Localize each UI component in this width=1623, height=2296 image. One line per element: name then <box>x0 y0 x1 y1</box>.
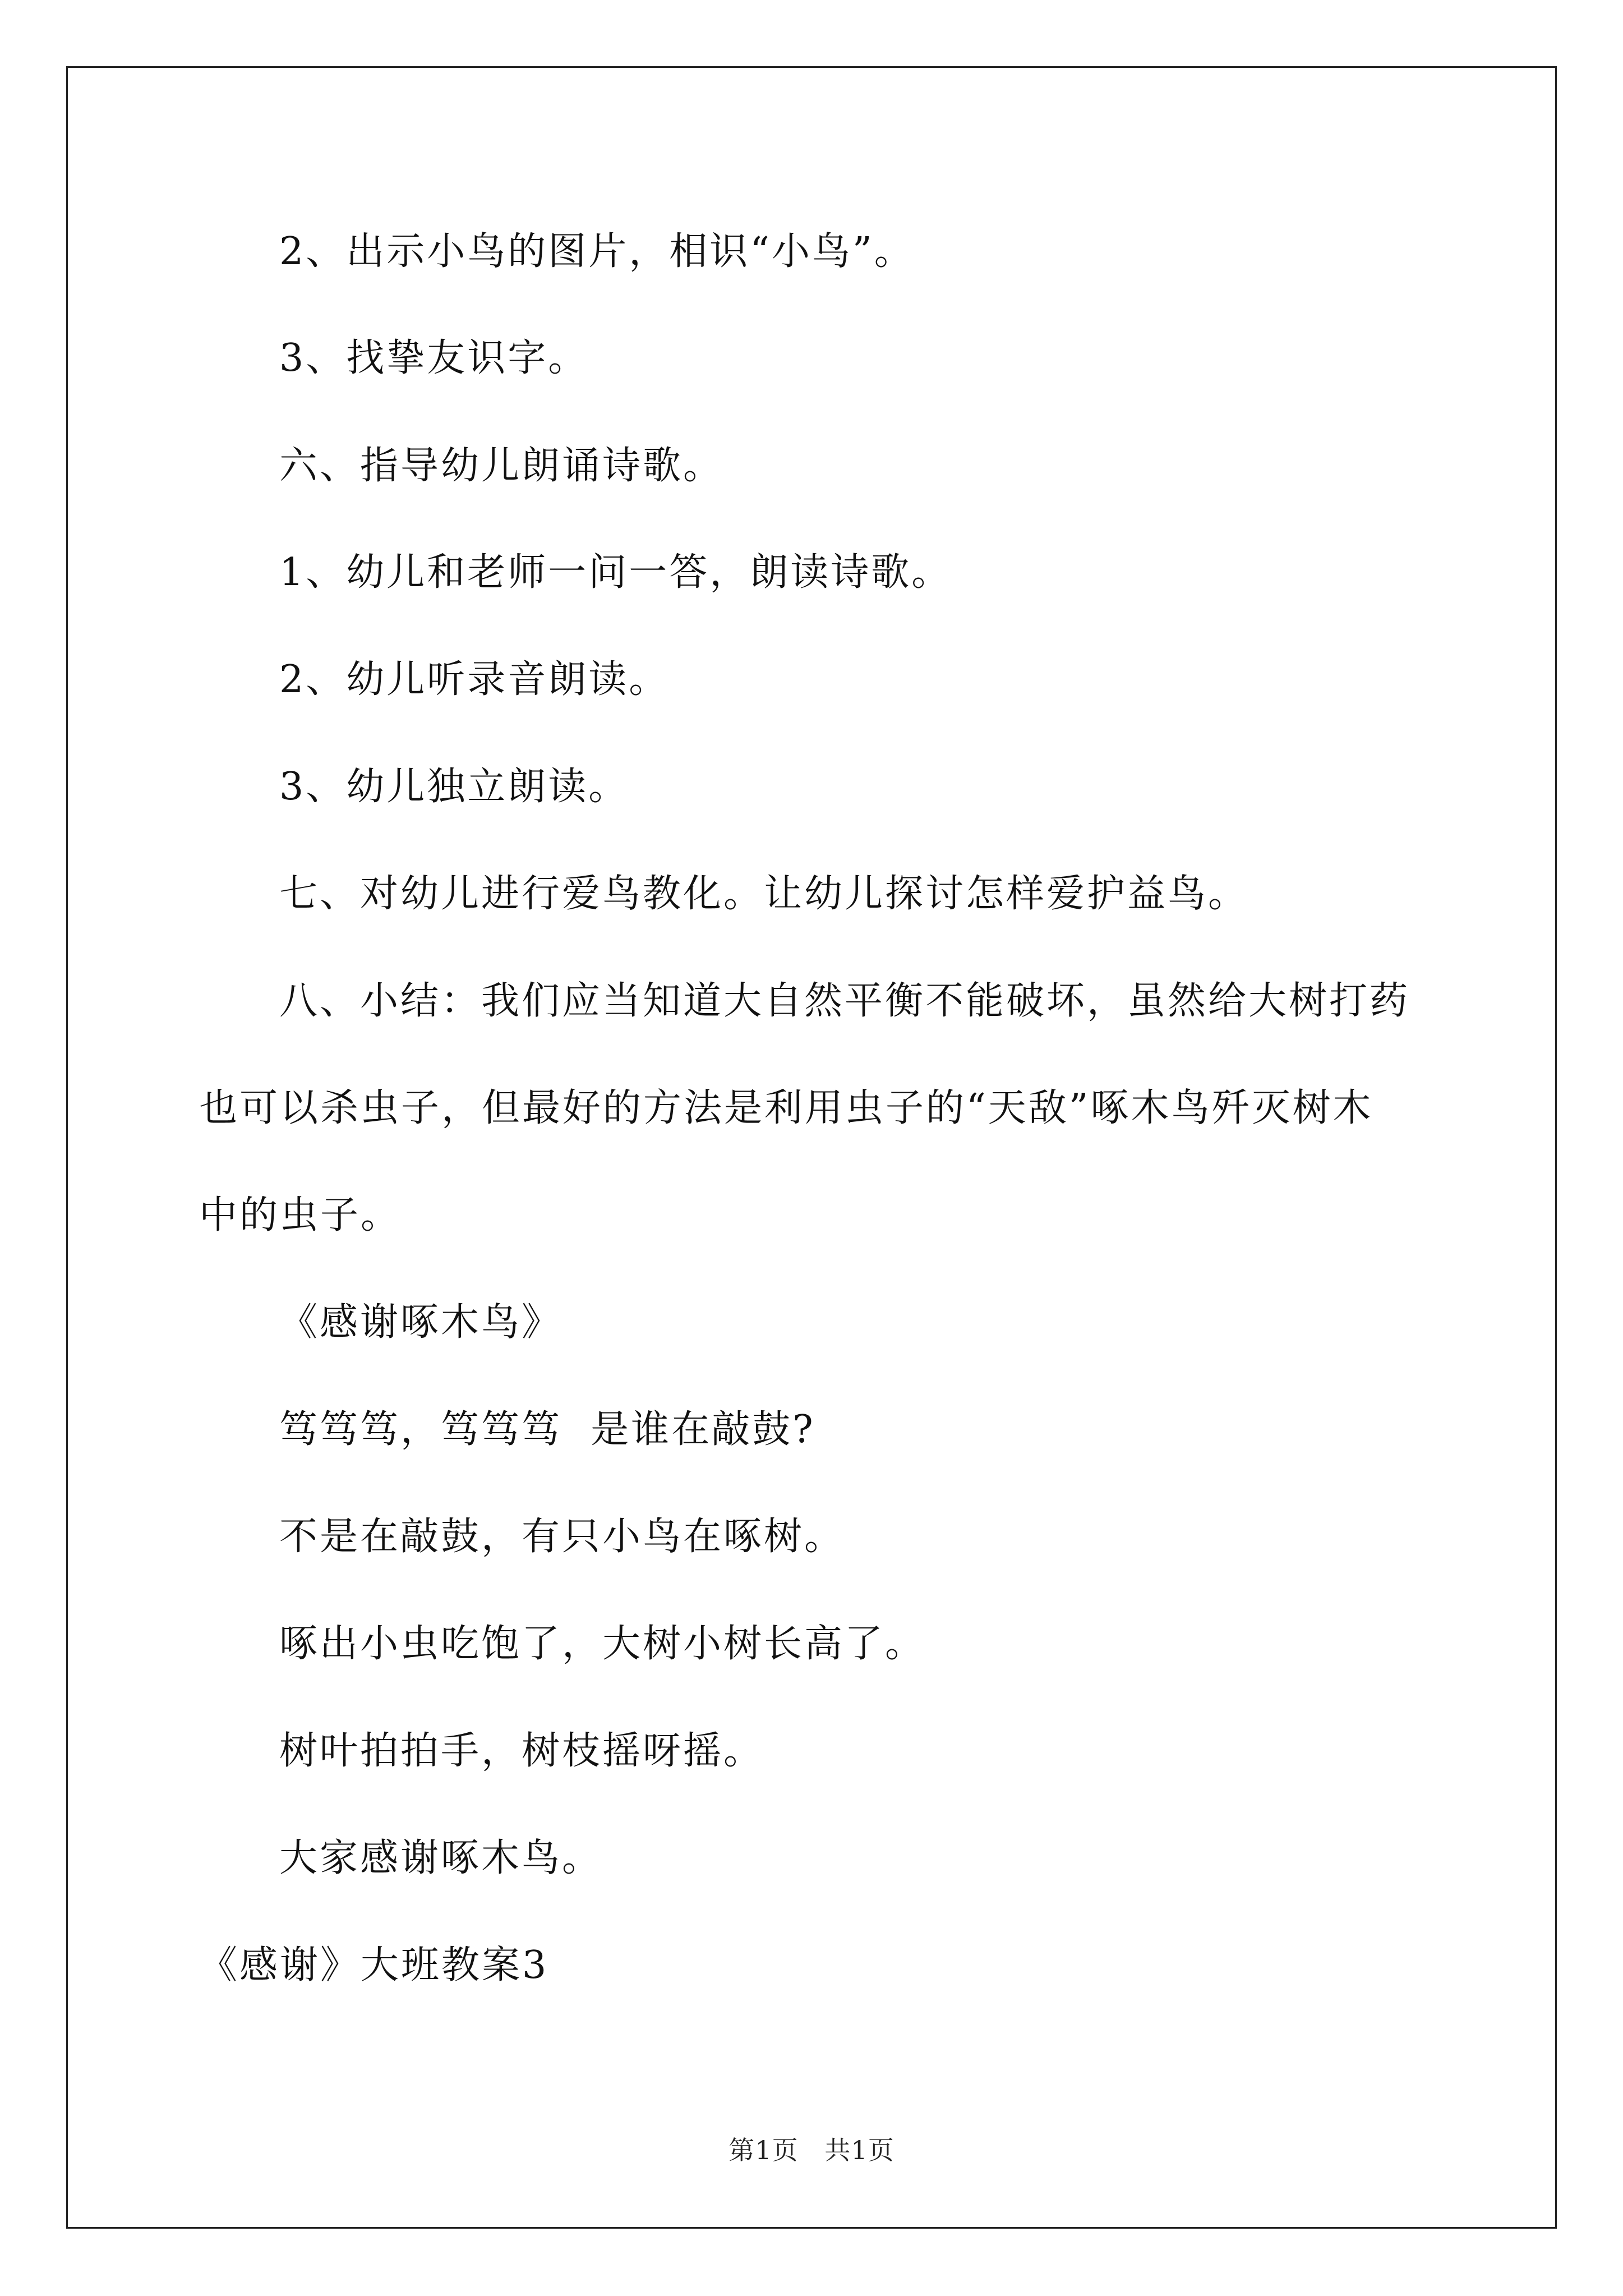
poem-line-4: 树叶拍拍手，树枝摇呀摇。 <box>279 1729 764 1773</box>
poem-title: 《感谢啄木鸟》 <box>279 1300 562 1345</box>
paragraph-read-alone: 3、幼儿独立朗读。 <box>279 765 629 809</box>
page-border <box>66 66 1557 2229</box>
poem-line-2: 不是在敲鼓，有只小鸟在啄树。 <box>279 1515 845 1559</box>
page-footer: 第1页 共1页 <box>728 2135 895 2165</box>
paragraph-show-bird-picture: 2、出示小鸟的图片，相识“小鸟”。 <box>279 229 915 274</box>
poem-line-5: 大家感谢啄木鸟。 <box>279 1836 603 1880</box>
paragraph-listen-recording: 2、幼儿听录音朗读。 <box>279 657 670 702</box>
paragraph-section-seven: 七、对幼儿进行爱鸟教化。让幼儿探讨怎样爱护益鸟。 <box>279 872 1249 916</box>
paragraph-question-answer: 1、幼儿和老师一问一答，朗读诗歌。 <box>279 550 952 595</box>
poem-line-1: 笃笃笃，笃笃笃 是谁在敲鼓? <box>279 1407 815 1452</box>
paragraph-summary-line-3: 中的虫子。 <box>199 1193 402 1237</box>
section-heading-lesson-3: 《感谢》大班教案3 <box>199 1943 549 1987</box>
poem-line-3: 啄出小虫吃饱了，大树小树长高了。 <box>279 1622 926 1666</box>
paragraph-section-six: 六、指导幼儿朗诵诗歌。 <box>279 444 724 488</box>
paragraph-summary-line-2: 也可以杀虫子，但最好的方法是利用虫子的“天敌”啄木鸟歼灭树木 <box>199 1086 1373 1130</box>
paragraph-find-friends: 3、找挚友识字。 <box>279 336 589 380</box>
paragraph-summary-line-1: 八、小结：我们应当知道大自然平衡不能破坏，虽然给大树打药 <box>279 979 1410 1023</box>
